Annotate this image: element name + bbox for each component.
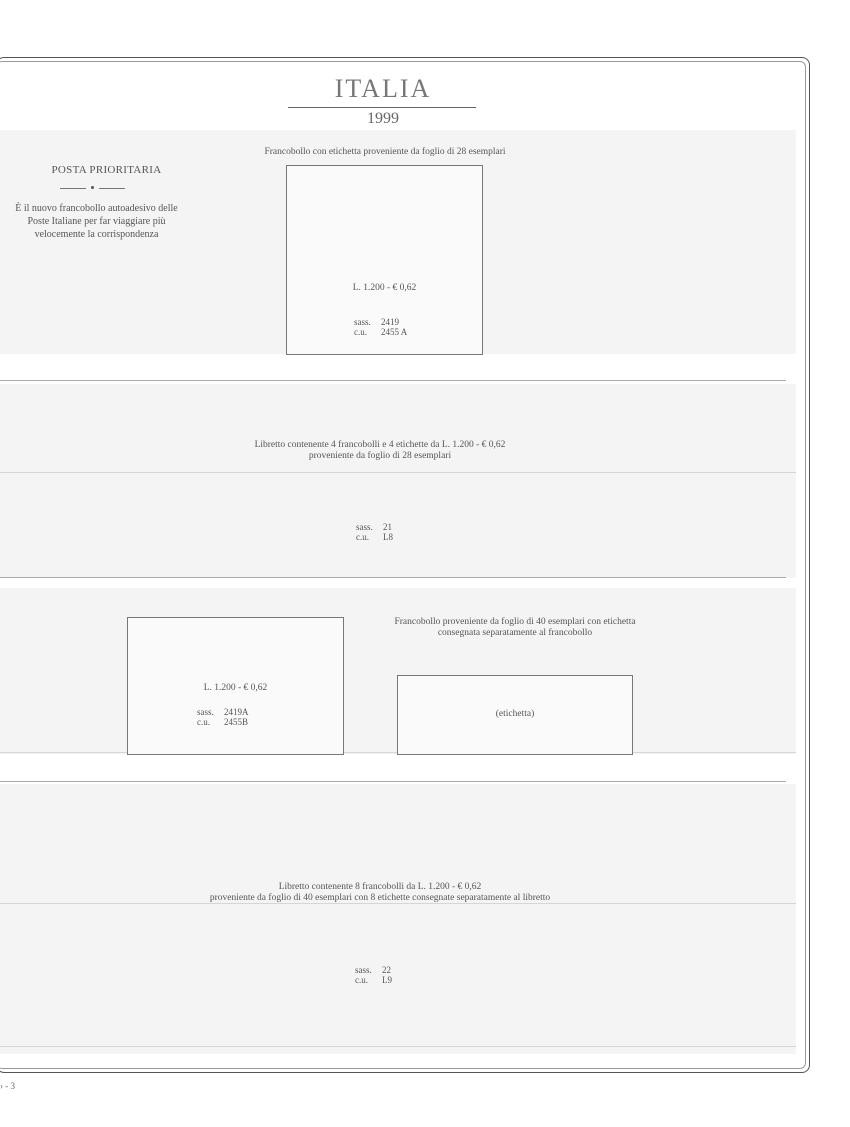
page-year: 1999 — [367, 110, 399, 127]
sass-label: sass. — [354, 317, 371, 327]
cu-value: 2455 A — [381, 327, 408, 337]
page-number: › - 3 — [0, 1081, 15, 1091]
section4-catalog — [355, 965, 445, 985]
section1-value: L. 1.200 - € 0,62 — [352, 283, 417, 293]
section2-catalog — [356, 522, 446, 542]
section1-caption: Francobollo con etichetta proveniente da foglio di 28 esemplari — [264, 147, 506, 157]
section1-catalog — [354, 317, 444, 337]
cu-label: c.u. — [197, 717, 210, 727]
sass-label: sass. — [355, 965, 372, 975]
ornament-divider — [60, 182, 126, 194]
cu-value: 2455B — [224, 717, 249, 727]
section3-value: L. 1.200 - € 0,62 — [203, 683, 268, 693]
sass-value: 2419 — [381, 317, 399, 327]
cu-label: c.u. — [355, 975, 368, 985]
intro-description: È il nuovo francobollo autoadesivo delle Poste Italiane per far viaggiare più velocemente la corrispondenza — [15, 203, 178, 240]
label-box-text: (etichetta) — [495, 709, 535, 719]
strip-4 — [0, 784, 796, 1054]
sass-value: 21 — [383, 522, 392, 532]
strip-edge-1 — [0, 472, 796, 473]
cu-value: L8 — [383, 532, 393, 542]
strip-2 — [0, 384, 796, 578]
cu-label: c.u. — [354, 327, 367, 337]
cu-value: L9 — [382, 975, 392, 985]
page-title: ITALIA — [334, 74, 432, 103]
cu-label: c.u. — [356, 532, 369, 542]
section4-caption-line1: Libretto contenente 8 francobolli da L. 1.200 - € 0,62 — [278, 882, 482, 892]
sass-value: 2419A — [224, 707, 249, 717]
strip-edge-4 — [0, 1046, 796, 1047]
section3-caption-line2: consegnata separatamente al francobollo — [437, 628, 593, 638]
sass-label: sass. — [356, 522, 373, 532]
section3-catalog — [197, 707, 297, 727]
section4-caption-line2: proveniente da foglio di 40 esemplari con 8 etichette consegnate separatamente al libretto — [209, 893, 551, 903]
sass-label: sass. — [197, 707, 214, 717]
sass-value: 22 — [382, 965, 391, 975]
separator-3 — [0, 781, 786, 782]
separator-1 — [0, 380, 786, 381]
separator-2 — [0, 577, 786, 578]
section2-caption-line1: Libretto contenente 4 francobolli e 4 etichette da L. 1.200 - € 0,62 — [254, 440, 506, 450]
section3-caption-line1: Francobollo proveniente da foglio di 40 esemplari con etichetta — [394, 617, 636, 627]
section2-caption-line2: proveniente da foglio di 28 esemplari — [308, 451, 452, 461]
intro-heading: POSTA PRIORITARIA — [51, 164, 162, 176]
title-underline — [288, 107, 476, 108]
